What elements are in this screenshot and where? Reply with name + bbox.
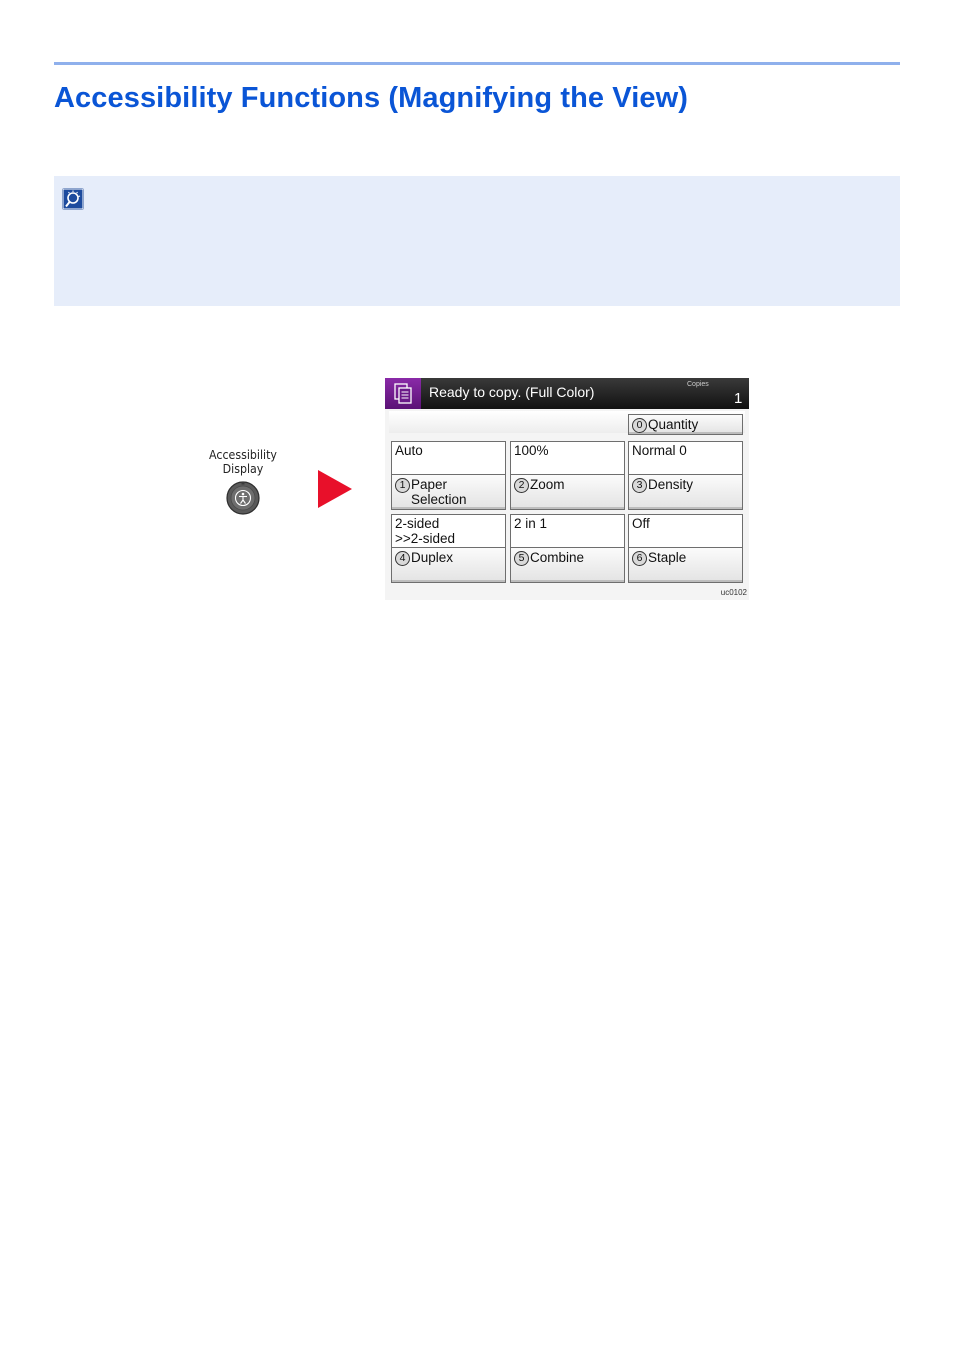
key-number: 2 bbox=[514, 478, 529, 493]
note-box bbox=[54, 176, 900, 306]
combine-button[interactable] bbox=[510, 547, 625, 583]
paper-selection-value: Auto bbox=[391, 441, 506, 474]
combine-value: 2 in 1 bbox=[510, 514, 625, 547]
quantity-button[interactable] bbox=[628, 414, 743, 435]
staple-label: Staple bbox=[648, 550, 687, 565]
staple-value: Off bbox=[628, 514, 743, 547]
quantity-label: Quantity bbox=[648, 417, 699, 432]
copy-function-icon[interactable] bbox=[385, 378, 421, 409]
zoom-button[interactable] bbox=[510, 474, 625, 510]
duplex-button[interactable] bbox=[391, 547, 506, 583]
key-number: 1 bbox=[395, 478, 410, 493]
zoom-value: 100% bbox=[510, 441, 625, 474]
key-number: 4 bbox=[395, 551, 410, 566]
panel-header bbox=[385, 378, 749, 409]
density-label: Density bbox=[648, 477, 694, 492]
paper-selection-label: Paper Selection bbox=[411, 477, 467, 507]
duplex-value: 2-sided >>2-sided bbox=[391, 514, 506, 547]
image-code: uc0102 bbox=[720, 588, 747, 597]
key-number: 3 bbox=[632, 478, 647, 493]
hint-icon bbox=[62, 188, 84, 210]
key-number: 5 bbox=[514, 551, 529, 566]
staple-button[interactable] bbox=[628, 547, 743, 583]
copies-label: Copies bbox=[687, 381, 709, 388]
key-number: 0 bbox=[632, 418, 647, 433]
touch-panel-screenshot bbox=[385, 378, 749, 600]
key-number: 6 bbox=[632, 551, 647, 566]
density-button[interactable] bbox=[628, 474, 743, 510]
arrow-right-icon bbox=[318, 470, 352, 508]
status-text: Ready to copy. (Full Color) bbox=[429, 384, 595, 400]
accessibility-icon bbox=[226, 481, 260, 515]
accessibility-display-label: Accessibility Display bbox=[209, 448, 277, 476]
duplex-label: Duplex bbox=[411, 550, 454, 565]
zoom-label: Zoom bbox=[530, 477, 565, 492]
copies-count: 1 bbox=[734, 390, 743, 407]
paper-selection-button[interactable] bbox=[391, 474, 506, 510]
accessibility-display-key[interactable] bbox=[226, 481, 260, 515]
page-title: Accessibility Functions (Magnifying the View) bbox=[54, 82, 689, 114]
density-value: Normal 0 bbox=[628, 441, 743, 474]
combine-label: Combine bbox=[530, 550, 585, 565]
header-rule bbox=[54, 62, 900, 65]
